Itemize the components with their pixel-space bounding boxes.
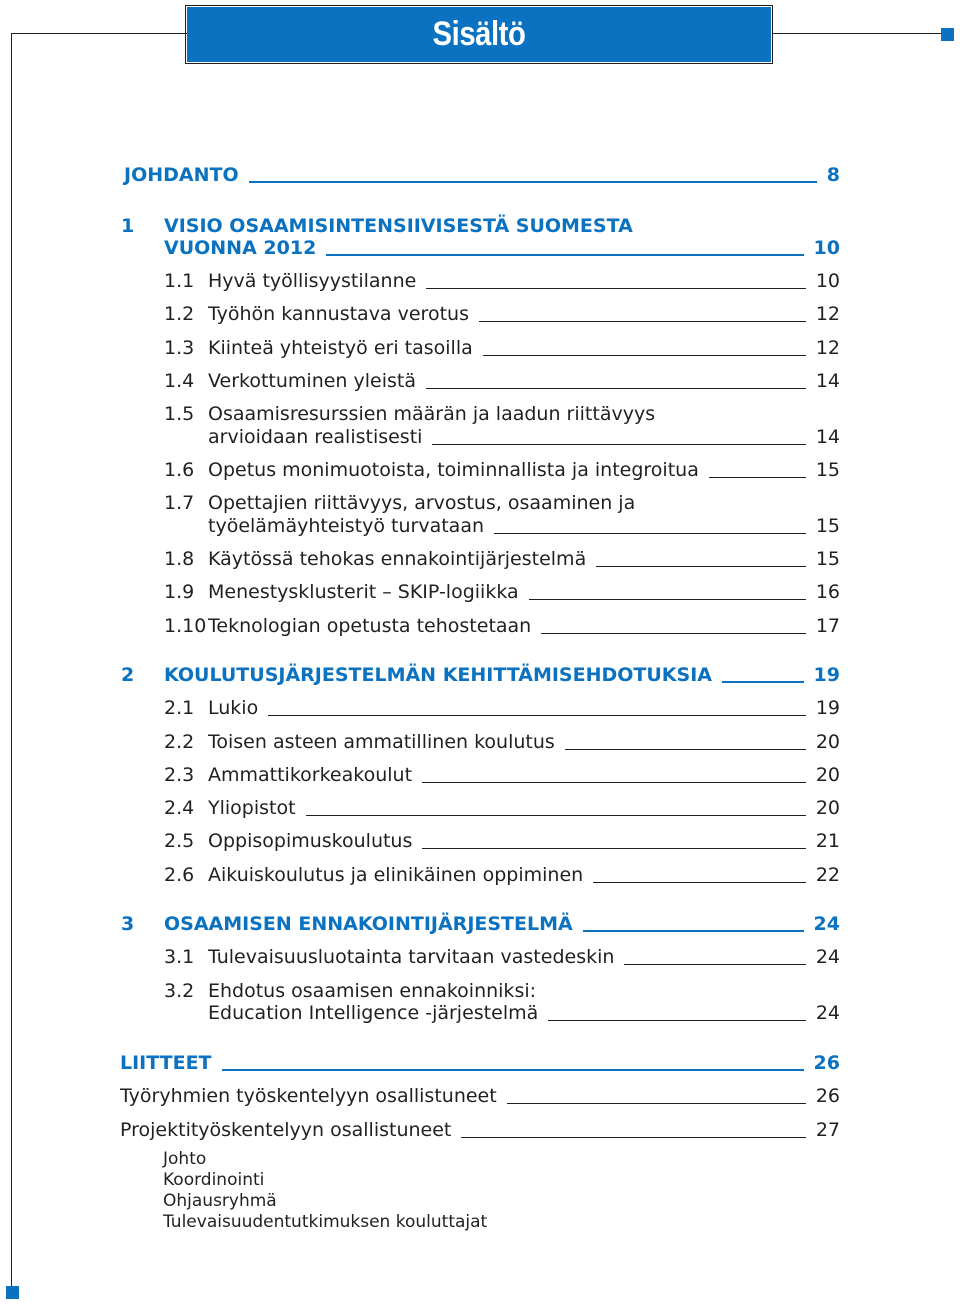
leader-line xyxy=(483,355,806,356)
toc-1-5[interactable] xyxy=(208,426,840,448)
leader-line xyxy=(432,444,805,445)
toc-label: Menestysklusterit – SKIP-logiikka xyxy=(208,581,519,603)
toc-page: 17 xyxy=(815,615,840,637)
leader-line xyxy=(422,782,806,783)
toc-label: Toisen asteen ammatillinen koulutus xyxy=(208,731,555,753)
toc-label: JOHDANTO xyxy=(124,164,239,186)
toc-ch1[interactable] xyxy=(164,237,840,259)
toc-liitteet[interactable] xyxy=(120,1052,840,1074)
toc-page: 24 xyxy=(815,1002,840,1024)
leader-line xyxy=(583,930,804,932)
frame-left xyxy=(11,33,12,1293)
subitem: Koordinointi xyxy=(163,1170,265,1190)
toc-num: 1.2 xyxy=(164,303,195,325)
toc-num: 1.1 xyxy=(164,270,195,292)
leader-line xyxy=(548,1020,806,1021)
toc-label: Aikuiskoulutus ja elinikäinen oppiminen xyxy=(208,864,584,886)
toc-label: Education Intelligence -järjestelmä xyxy=(208,1002,539,1024)
leader-line xyxy=(709,477,806,478)
frame-top-left xyxy=(11,33,187,34)
toc-label: Oppisopimuskoulutus xyxy=(208,830,413,852)
toc-label: LIITTEET xyxy=(120,1052,212,1074)
leader-line xyxy=(422,848,805,849)
toc-label: KOULUTUSJÄRJESTELMÄN KEHITTÄMISEHDOTUKSIA xyxy=(164,664,712,686)
toc-1-3[interactable] xyxy=(164,337,840,359)
toc-2-1[interactable] xyxy=(164,697,840,719)
toc-page: 19 xyxy=(813,664,840,686)
toc-page: 15 xyxy=(815,548,840,570)
toc-page: 20 xyxy=(815,764,840,786)
leader-line xyxy=(426,388,806,389)
leader-line xyxy=(593,882,806,883)
toc-page: 16 xyxy=(815,581,840,603)
toc-label: VUONNA 2012 xyxy=(164,237,317,259)
toc-1-2[interactable] xyxy=(164,303,840,325)
leader-line xyxy=(624,964,805,965)
toc-johdanto[interactable] xyxy=(124,164,840,186)
toc-page: 22 xyxy=(815,864,840,886)
toc-num: 1.4 xyxy=(164,370,195,392)
toc-label: Verkottuminen yleistä xyxy=(208,370,416,392)
toc-page: 27 xyxy=(815,1119,840,1141)
toc-page: 20 xyxy=(815,731,840,753)
toc-label: Työryhmien työskentelyyn osallistuneet xyxy=(120,1085,497,1107)
toc-num: 2.1 xyxy=(164,697,195,719)
toc-page: 21 xyxy=(815,830,840,852)
toc-3-2-line1[interactable]: Ehdotus osaamisen ennakoinniksi: xyxy=(208,980,537,1002)
toc-label: Käytössä tehokas ennakointijärjestelmä xyxy=(208,548,587,570)
toc-label: työelämäyhteistyö turvataan xyxy=(208,515,485,537)
toc-page: 15 xyxy=(815,459,840,481)
toc-1-4[interactable] xyxy=(164,370,840,392)
leader-line xyxy=(565,749,806,750)
toc-1-8[interactable] xyxy=(164,548,840,570)
toc-label: Lukio xyxy=(208,697,259,719)
leader-line xyxy=(494,533,806,534)
leader-line xyxy=(541,633,806,634)
toc-num: 2 xyxy=(121,664,135,686)
toc-num: 3.1 xyxy=(164,946,195,968)
toc-label: Teknologian opetusta tehostetaan xyxy=(208,615,532,637)
toc-page: 15 xyxy=(815,515,840,537)
toc-page: 26 xyxy=(815,1085,840,1107)
leader-line xyxy=(507,1103,806,1104)
toc-page: 24 xyxy=(815,946,840,968)
leader-line xyxy=(426,288,805,289)
participant-subitems xyxy=(163,1149,487,1233)
toc-label: arvioidaan realistisesti xyxy=(208,426,423,448)
toc-label: Ammattikorkeakoulut xyxy=(208,764,413,786)
toc-ch1-line1[interactable]: VISIO OSAAMISINTENSIIVISESTÄ SUOMESTA xyxy=(164,215,633,237)
toc-2-6[interactable] xyxy=(164,864,840,886)
toc-label: Työhön kannustava verotus xyxy=(208,303,469,325)
toc-num: 1.3 xyxy=(164,337,195,359)
toc-num: 2.3 xyxy=(164,764,195,786)
toc-ch1-num: 1 xyxy=(121,215,135,237)
toc-page: 10 xyxy=(813,237,840,259)
toc-ch2[interactable] xyxy=(121,664,840,686)
toc-1-10[interactable] xyxy=(164,615,840,637)
toc-2-4[interactable] xyxy=(164,797,840,819)
leader-line xyxy=(249,181,817,183)
toc-page: 12 xyxy=(815,337,840,359)
toc-1-1[interactable] xyxy=(164,270,840,292)
leader-line xyxy=(326,254,803,256)
toc-label: Projektityöskentelyyn osallistuneet xyxy=(120,1119,452,1141)
toc-num: 1.8 xyxy=(164,548,195,570)
toc-num: 2.5 xyxy=(164,830,195,852)
leader-line xyxy=(529,599,806,600)
toc-label: Kiinteä yhteistyö eri tasoilla xyxy=(208,337,473,359)
leader-line xyxy=(596,566,806,567)
toc-1-7[interactable] xyxy=(208,515,840,537)
toc-3-2-num: 3.2 xyxy=(164,980,195,1002)
toc-label: OSAAMISEN ENNAKOINTIJÄRJESTELMÄ xyxy=(164,913,573,935)
toc-num: 2.2 xyxy=(164,731,195,753)
title-banner xyxy=(187,7,771,62)
toc-label: Opetus monimuotoista, toiminnallista ja integroitua xyxy=(208,459,699,481)
toc-page: 14 xyxy=(815,370,840,392)
leader-line xyxy=(306,815,806,816)
toc-1-7-line1[interactable]: Opettajien riittävyys, arvostus, osaaminen ja xyxy=(208,492,636,514)
subitem: Johto xyxy=(163,1149,207,1169)
toc-ch3[interactable] xyxy=(121,913,840,935)
toc-page: 12 xyxy=(815,303,840,325)
toc-label: Hyvä työllisyystilanne xyxy=(208,270,417,292)
toc-page: 20 xyxy=(815,797,840,819)
toc-page: 10 xyxy=(815,270,840,292)
toc-num: 1.9 xyxy=(164,581,195,603)
subitem: Tulevaisuudentutkimuksen kouluttajat xyxy=(163,1212,488,1232)
toc-label: Yliopistot xyxy=(208,797,296,819)
toc-1-5-line1[interactable]: Osaamisresurssien määrän ja laadun riittävyys xyxy=(208,403,656,425)
leader-line xyxy=(722,681,804,683)
leader-line xyxy=(479,321,806,322)
leader-line xyxy=(222,1069,804,1071)
leader-line xyxy=(268,715,806,716)
toc-1-9[interactable] xyxy=(164,581,840,603)
toc-page: 8 xyxy=(826,164,840,186)
toc-projekti[interactable] xyxy=(120,1119,840,1141)
frame-top-right xyxy=(773,33,947,34)
toc-3-1[interactable] xyxy=(164,946,840,968)
toc-tyoryhmat[interactable] xyxy=(120,1085,840,1107)
toc-1-6[interactable] xyxy=(164,459,840,481)
toc-2-3[interactable] xyxy=(164,764,840,786)
toc-num: 2.4 xyxy=(164,797,195,819)
toc-1-7-num: 1.7 xyxy=(164,492,195,514)
toc-label: Tulevaisuusluotainta tarvitaan vastedeskin xyxy=(208,946,615,968)
subitem: Ohjausryhmä xyxy=(163,1191,277,1211)
corner-square-bottom-left xyxy=(6,1286,19,1299)
toc-1-5-num: 1.5 xyxy=(164,403,195,425)
toc-3-2[interactable] xyxy=(208,1002,840,1024)
toc-page: 24 xyxy=(813,913,840,935)
corner-square-top-right xyxy=(941,28,954,41)
page-title: Sisältö xyxy=(432,15,526,53)
toc-page: 26 xyxy=(813,1052,840,1074)
toc-num: 2.6 xyxy=(164,864,195,886)
toc-page: 19 xyxy=(815,697,840,719)
toc-page: 14 xyxy=(815,426,840,448)
leader-line xyxy=(461,1137,805,1138)
toc-num: 1.6 xyxy=(164,459,195,481)
toc-num: 1.10 xyxy=(164,615,207,637)
toc-num: 3 xyxy=(121,913,135,935)
toc-2-2[interactable] xyxy=(164,731,840,753)
toc-2-5[interactable] xyxy=(164,830,840,852)
